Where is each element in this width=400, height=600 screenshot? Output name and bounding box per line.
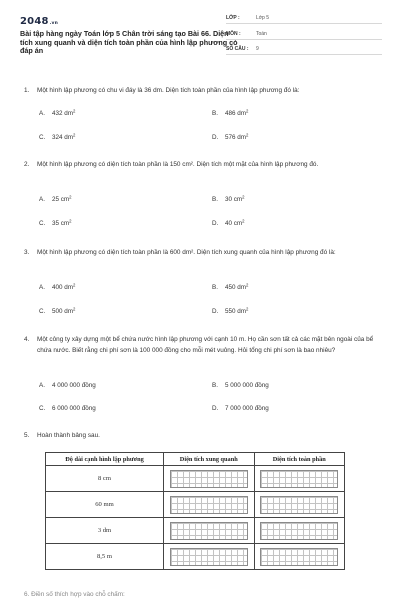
question-number: 4.	[24, 336, 30, 343]
table-header-total-area: Diện tích toàn phần	[254, 453, 345, 466]
answer-grid[interactable]	[260, 470, 338, 488]
lateral-area-cell	[164, 518, 255, 544]
answer-grid[interactable]	[170, 496, 248, 514]
edge-length-cell: 3 dm	[46, 518, 164, 544]
logo-text: 2048	[20, 16, 49, 27]
meta-subject-row	[226, 31, 382, 40]
question-6-cutoff: 6. Điền số thích hợp vào chỗ chấm:	[24, 591, 125, 598]
edge-length-cell: 60 mm	[46, 492, 164, 518]
page-title: Bài tập hàng ngày Toán lớp 5 Chân trời sáng tạo Bài 66. Diện tích xung quanh và diện tích toàn phần của hình lập phương có đáp án	[20, 29, 238, 56]
q4-option-b[interactable]: B. 5 000 000 đồng	[212, 382, 269, 389]
meta-subject-value: Toán	[256, 31, 267, 37]
table-header-edge: Độ dài cạnh hình lập phương	[46, 453, 164, 466]
lateral-area-cell	[164, 466, 255, 492]
answer-grid[interactable]	[260, 548, 338, 566]
edge-length-cell: 8,5 m	[46, 544, 164, 570]
answer-grid[interactable]	[260, 522, 338, 540]
question-text: Một hình lập phương có diện tích toàn phần là 600 dm². Diện tích xung quanh của hình lập phương đó là:	[37, 249, 336, 256]
meta-count-row	[226, 46, 382, 55]
meta-count-label: SỐ CÂU :	[226, 46, 249, 52]
total-area-cell	[254, 492, 345, 518]
q2-option-d[interactable]: D. 40 $cm^2$	[212, 218, 245, 227]
table-header-row	[46, 453, 345, 466]
q3-option-c[interactable]: C. 500 $dm^2$	[39, 306, 76, 315]
site-logo[interactable]	[20, 16, 58, 27]
page-header	[0, 0, 400, 70]
table-row	[46, 492, 345, 518]
question-text: Hoàn thành bảng sau.	[37, 432, 100, 439]
question-number: 2.	[24, 161, 30, 168]
q4-option-c[interactable]: C. 6 000 000 đồng	[39, 405, 96, 412]
q1-option-c[interactable]: C. 324 $dm^2$	[39, 132, 76, 141]
q4-option-a[interactable]: A. 4 000 000 đồng	[39, 382, 96, 389]
total-area-cell	[254, 466, 345, 492]
total-area-cell	[254, 518, 345, 544]
meta-class-value: Lớp 5	[256, 15, 270, 21]
q2-option-a[interactable]: A. 25 $cm^2$	[39, 194, 72, 203]
total-area-cell	[254, 544, 345, 570]
question-number: 3.	[24, 249, 30, 256]
question-number: 1.	[24, 87, 30, 94]
meta-count-value: 9	[256, 46, 259, 52]
table-header-lateral-area: Diện tích xung quanh	[164, 453, 255, 466]
lateral-area-cell	[164, 544, 255, 570]
table-row	[46, 518, 345, 544]
q4-option-d[interactable]: D. 7 000 000 đồng	[212, 405, 269, 412]
answer-grid[interactable]	[170, 470, 248, 488]
q1-option-d[interactable]: D. 576 $dm^2$	[212, 132, 249, 141]
edge-length-cell: 8 cm	[46, 466, 164, 492]
answer-grid[interactable]	[170, 522, 248, 540]
answer-grid[interactable]	[170, 548, 248, 566]
question-number: 5.	[24, 432, 30, 439]
lateral-area-cell	[164, 492, 255, 518]
q3-option-b[interactable]: B. 450 $dm^2$	[212, 282, 249, 291]
q2-option-b[interactable]: B. 30 $cm^2$	[212, 194, 245, 203]
answer-table	[45, 452, 345, 570]
question-text: Một hình lập phương có chu vi đáy là 36 dm. Diện tích toàn phần của hình lập phương đó là:	[37, 87, 300, 94]
table-row	[46, 544, 345, 570]
question-text: Một hình lập phương có diện tích toàn phần là 150 cm². Diện tích một mặt của hình lập phương đó.	[37, 161, 319, 168]
table-row	[46, 466, 345, 492]
meta-class-label: LỚP :	[226, 15, 240, 21]
question-text: Một công ty xây dựng một bể chứa nước hình lập phương với cạnh 10 m. Họ cần sơn tất cả các mặt bên ngoài của bể chứa nước. Biết rằng chi phí sơn là 100 000 đồng cho mỗi mét vuông. Hỏi tổng chi phí sơn là bao nhiêu?	[37, 336, 374, 354]
q1-option-a[interactable]: A. 432 $dm^2$	[39, 108, 76, 117]
meta-subject-label: MÔN :	[226, 31, 241, 37]
q1-option-b[interactable]: B. 486 $dm^2$	[212, 108, 249, 117]
meta-class-row	[226, 15, 382, 24]
q3-option-a[interactable]: A. 400 $dm^2$	[39, 282, 76, 291]
q2-option-c[interactable]: C. 35 $cm^2$	[39, 218, 72, 227]
q3-option-d[interactable]: D. 550 $dm^2$	[212, 306, 249, 315]
logo-suffix: .vn	[49, 21, 59, 26]
answer-grid[interactable]	[260, 496, 338, 514]
